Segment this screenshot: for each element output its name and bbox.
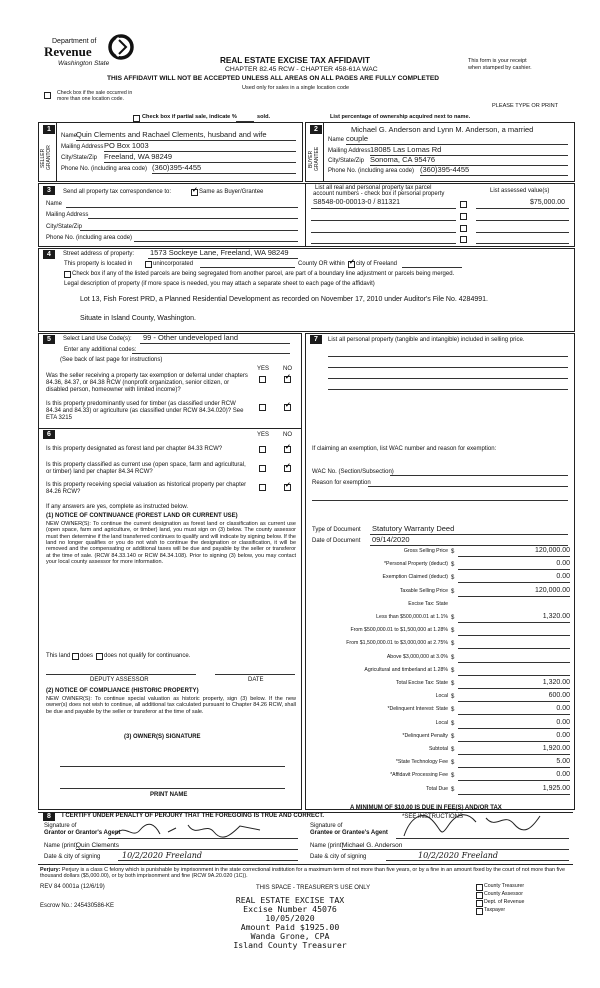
calc-row-value[interactable]: 1,925.00: [542, 784, 570, 792]
section-8-badge: 8: [43, 812, 55, 821]
dor-logo-icon: [108, 34, 134, 60]
section-7-badge: 7: [310, 335, 322, 344]
section-3-badge: 3: [43, 186, 55, 195]
section-2-badge: 2: [310, 125, 322, 134]
notice1-title: (1) NOTICE OF CONTINUANCE (FOREST LAND OR CURRENT USE): [46, 513, 238, 519]
calc-row-value[interactable]: 0.00: [556, 560, 570, 568]
section-4-badge: 4: [43, 250, 55, 259]
s5-q1-no[interactable]: [284, 376, 291, 383]
multi-location-label-1: Check box if the sale occurred in: [57, 90, 133, 96]
s5-yes-head: YES: [257, 366, 270, 372]
grantor-sig-label-2: Grantor or Grantor's Agent: [44, 830, 121, 836]
seller-side-label: SELLER GRANTOR: [40, 145, 52, 171]
calc-row-label: Local: [435, 693, 448, 700]
parcel-head-2: account numbers - check box if personal property: [313, 191, 445, 197]
does-not-label: does not qualify for continuance.: [104, 653, 191, 659]
calc-row-label: Total Due: [426, 785, 448, 792]
reason-label: Reason for exemption: [312, 480, 371, 486]
calc-row-currency: $: [451, 681, 455, 687]
grantee-date-city[interactable]: 10/2/2020 Freeland: [418, 851, 499, 860]
sold-label: sold.: [257, 114, 271, 120]
calc-row-label: Taxable Selling Price: [399, 587, 448, 594]
grantor-date-label: Date & city of signing: [44, 854, 101, 860]
grantor-sig-label-1: Signature of: [44, 823, 77, 829]
if-yes-note: If any answers are yes, complete as instructed below.: [46, 504, 189, 510]
calc-row-label: From $500,000.01 to $1,500,000 at 1.28%: [350, 627, 448, 634]
send-label: Send all property tax correspondence to:: [63, 189, 172, 195]
calc-row-currency: $: [451, 733, 455, 740]
street-label: Street address of property:: [63, 251, 135, 257]
receipt-note-1: This form is your receipt: [468, 58, 527, 64]
copy-dor: Dept. of Revenue: [484, 899, 525, 905]
s3-phone-label: Phone No. (including area code): [46, 235, 133, 241]
s6-q2: Is this property classified as current use (open space, farm and agricultural, or timber) land per chapter 84.34 RCW?: [46, 462, 246, 475]
stamp-line-1: REAL ESTATE EXCISE TAX: [235, 895, 345, 905]
treasurer-use: THIS SPACE - TREASURER'S USE ONLY: [256, 885, 371, 891]
calc-row-label: *Personal Property (deduct): [383, 561, 448, 568]
notice2-body: NEW OWNER(S): To continue special valuation as historic property, sign (3) below. If the new owner(s) does not wish to continue, all additional tax calculated pursuant to Chapter 84.26 RCW, shall be due and payable by the seller or transferor at the time of sale.: [46, 696, 296, 715]
buyer-mail-label: Mailing Address: [328, 148, 371, 154]
s6-yes-head: YES: [257, 432, 270, 438]
perjury-text: Perjury is a class C felony which is punishable by imprisonment in the state correctional institution for a maximum term of not more than five years, or by a fine in an amount fixed by the court of not more than five thousand dollars ($5,000.00), or by both imprisonment and fine (RCW 9A.20.020 (1C)).: [40, 867, 565, 880]
calc-row-label: Gross Selling Price: [403, 548, 448, 554]
calc-row-currency: $: [451, 654, 455, 661]
s6-q2-yes[interactable]: [259, 465, 266, 472]
calc-row-label: *State Technology Fee: [395, 759, 448, 766]
copy-taxpayer: Taxpayer: [484, 907, 506, 913]
exemption-claim-label: If claiming an exemption, list WAC number and reason for exemption:: [312, 446, 497, 452]
grantee-signature[interactable]: [400, 808, 560, 842]
deputy-date-label: DATE: [248, 677, 264, 683]
calc-row-currency: $: [451, 562, 455, 569]
parcel-head-1: List all real and personal property tax parcel: [315, 185, 432, 191]
form-warning: THIS AFFIDAVIT WILL NOT BE ACCEPTED UNLESS ALL AREAS ON ALL PAGES ARE FULLY COMPLETED: [107, 75, 440, 82]
s6-q3-no[interactable]: [284, 484, 291, 491]
notice2-title: (2) NOTICE OF COMPLIANCE (HISTORIC PROPERTY): [46, 688, 199, 694]
county-or-label: County OR within: [298, 261, 345, 267]
grantor-date-city[interactable]: 10/2/2020 Freeland: [122, 851, 203, 860]
buyer-side-label: BUYER GRANTEE: [308, 146, 320, 172]
does-checkbox[interactable]: [72, 653, 79, 660]
copy-treasurer: County Treasurer: [484, 883, 525, 889]
s6-q3-yes[interactable]: [259, 484, 266, 491]
same-as-buyer-checkbox[interactable]: [191, 189, 198, 196]
calc-row-label: Above $3,000,000 at 3.0%: [386, 653, 448, 660]
calc-row-value[interactable]: 0.00: [556, 705, 570, 713]
calc-row-value[interactable]: 120,000.00: [534, 547, 570, 554]
owner-signature-label: (3) OWNER(S) SIGNATURE: [124, 734, 201, 740]
s3-name-label: Name: [46, 201, 63, 207]
calc-row-value[interactable]: 120,000.00: [534, 586, 570, 594]
calc-row-currency: $: [451, 628, 455, 635]
parcel-number[interactable]: S8548-00-00013-0 / 811321: [313, 199, 401, 206]
ownership-pct-label: List percentage of ownership acquired next to name.: [330, 114, 471, 120]
calc-row-label: *Affidavit Processing Fee: [390, 772, 448, 779]
doc-date[interactable]: 09/14/2020: [372, 535, 410, 544]
form-subtitle: CHAPTER 82.45 RCW - CHAPTER 458-61A WAC: [225, 66, 378, 73]
form-title: REAL ESTATE EXCISE TAX AFFIDAVIT: [220, 56, 370, 65]
logo-dept: Department of: [52, 38, 97, 45]
calc-row-label: Exemption Claimed (deduct): [382, 574, 448, 581]
segregated-checkbox[interactable]: [64, 271, 71, 278]
calc-row-label: Subtotal: [428, 746, 448, 752]
buyer-name-line2[interactable]: couple: [346, 134, 369, 143]
see-back-note: (See back of last page for instructions): [60, 357, 163, 363]
calc-row-currency: $: [451, 760, 455, 767]
legal-line-1[interactable]: Lot 13, Fish Forest PRD, a Planned Residential Development as recorded on November 17, 2010 under Auditor's File No. 4284991.: [80, 296, 488, 303]
logo-revenue: Revenue: [44, 44, 92, 59]
print-name-label: PRINT NAME: [150, 792, 188, 798]
multi-location-checkbox[interactable]: [44, 92, 51, 99]
wac-label: WAC No. (Section/Subsection): [312, 469, 394, 475]
located-label: This property is located in: [64, 261, 133, 267]
certify-statement: I CERTIFY UNDER PENALTY OF PERJURY THAT THE FOREGOING IS TRUE AND CORRECT.: [62, 813, 325, 819]
grantee-sig-label-2: Grantee or Grantee's Agent: [310, 830, 388, 836]
segregated-label: Check box if any of the listed parcels are being segregated from another parcel, are part of a boundary line adjustment or parcels being merged.: [72, 271, 455, 277]
calc-row-value[interactable]: 1,320.00: [542, 613, 570, 620]
calc-row-label: Less than $500,000.01 at 1.1%: [376, 614, 448, 620]
calc-row-label: *Delinquent Penalty: [402, 732, 448, 739]
s6-q1: Is this property designated as forest land per chapter 84.33 RCW?: [46, 446, 223, 452]
grantee-name-label: Name (print): [310, 843, 344, 849]
calc-row-label: *Delinquent Interest: State: [387, 706, 448, 713]
same-as-buyer-label: Same as Buyer/Grantee: [199, 189, 264, 195]
treasurer-stamp: [200, 896, 380, 950]
doc-type[interactable]: Statutory Warranty Deed: [372, 524, 455, 533]
grantee-name[interactable]: Michael G. Anderson: [342, 842, 403, 849]
s6-q2-no[interactable]: [284, 465, 291, 472]
buyer-name-label: Name: [328, 137, 345, 143]
s5-no-head: NO: [283, 366, 292, 372]
section-5-badge: 5: [43, 335, 55, 344]
seller-name[interactable]: Quin Clements and Rachael Clements, husband and wife: [76, 130, 267, 139]
partial-sale-checkbox[interactable]: [133, 115, 140, 122]
s5-q1: Was the seller receiving a property tax exemption or deferral under chapters 84.36, 84.37, or 84.38 RCW (nonprofit organization, senior citizen, or disabled person, homeowner with limited income)?: [46, 373, 248, 393]
land-use-code[interactable]: 99 - Other undeveloped land: [143, 333, 239, 342]
grantee-date-label: Date & city of signing: [310, 854, 367, 860]
buyer-phone-label: Phone No. (including area code): [328, 168, 415, 174]
city-label: city of Freeland: [356, 261, 398, 267]
legal-label: Legal description of property (if more space is needed, you may attach a separate sheet to each page of the affidavit): [64, 281, 375, 287]
s5-q2-yes[interactable]: [259, 404, 266, 411]
multi-location-label-2: more than one location code.: [57, 96, 124, 102]
calc-row-label: Excise Tax: State: [408, 600, 448, 607]
calc-row-label: Total Excise Tax: State: [395, 680, 448, 686]
s6-q1-yes[interactable]: [259, 446, 266, 453]
seller-phone[interactable]: (360)395-4455: [152, 163, 202, 172]
stamp-line-3: 10/05/2020: [265, 913, 315, 924]
buyer-city-label: City/State/Zip: [328, 158, 365, 164]
grantee-sig-label-1: Signature of: [310, 823, 343, 829]
buyer-name-line1[interactable]: Michael G. Anderson and Lynn M. Anderson, a married: [351, 125, 534, 134]
calc-row-label: Agricultural and timberland at 1.28%: [364, 666, 448, 673]
calc-row-value[interactable]: 0.00: [556, 731, 570, 739]
perjury-statement: [40, 867, 572, 879]
notice1-body: NEW OWNER(S): To continue the current designation as forest land or classification as current use (open space, farm and agriculture, or timber) land, you must sign on (3) below. The county assessor must then determine if the land transferred continues to qualify and will indicate by signing below. If the land no longer qualifies or you do not wish to continue the designation or classification, it will be removed and the compensating or additional taxes will be due and payable by the seller or transferor at the time of sale. (RCW 84.33.140 or RCW 84.34.108). Prior to signing (3) below, you may contact your local county assessor for more information.: [46, 521, 296, 565]
calc-row-currency: $: [451, 720, 455, 727]
perjury-label: Perjury:: [40, 867, 61, 873]
stamp-line-6: Island County Treasurer: [233, 940, 347, 951]
copy-taxpayer-checkbox[interactable]: [476, 908, 483, 915]
personal-property-label: List all personal property (tangible and intangible) included in selling price.: [328, 337, 525, 343]
street-address[interactable]: 1573 Sockeye Lane, Freeland, WA 98249: [150, 248, 289, 257]
receipt-note-2: when stamped by cashier.: [468, 65, 532, 71]
see-instructions: *SEE INSTRUCTIONS: [402, 814, 464, 820]
calc-row-currency: $: [451, 667, 455, 674]
calc-row-currency: $: [451, 615, 455, 621]
buyer-phone[interactable]: (360)395-4455: [420, 165, 470, 174]
calc-row-currency: $: [451, 773, 455, 780]
calc-row-label: Local: [435, 719, 448, 726]
personal-property-checkbox-2[interactable]: [460, 213, 467, 220]
personal-property-checkbox-1[interactable]: [460, 201, 467, 208]
s5-q2: Is this property predominantly used for timber (as classified under RCW 84.34 and 84.33) or agriculture (as classified under RCW 84.34.020)? See ETA 3215: [46, 401, 244, 421]
calc-row-currency: $: [451, 786, 455, 793]
assessed-value[interactable]: $75,000.00: [530, 199, 566, 206]
copy-dor-checkbox[interactable]: [476, 900, 483, 907]
deputy-assessor-label: DEPUTY ASSESSOR: [90, 677, 149, 683]
seller-mail-label: Mailing Address: [61, 144, 104, 150]
additional-codes-label: Enter any additional codes:: [64, 347, 137, 353]
does-not-checkbox[interactable]: [96, 653, 103, 660]
calc-row-currency: $: [451, 575, 455, 582]
s6-no-head: NO: [283, 432, 292, 438]
seller-city-label: City/State/Zip: [61, 155, 98, 161]
assessed-head: List assessed value(s): [490, 188, 550, 194]
calc-row-currency: $: [451, 747, 455, 753]
does-label: does: [80, 653, 94, 659]
seller-name-label: Name: [61, 133, 78, 139]
doc-date-label: Date of Document: [312, 538, 361, 544]
stamp-line-4: Amount Paid $1925.00: [240, 922, 340, 933]
escrow-number: Escrow No.: 245430586-KE: [40, 903, 115, 909]
partial-sale-label: Check box if partial sale, indicate %: [142, 114, 237, 120]
calc-row-currency: $: [451, 588, 455, 595]
calc-row-currency: $: [451, 549, 455, 555]
seller-phone-label: Phone No. (including area code): [61, 166, 148, 172]
logo-state: Washington State: [58, 60, 110, 67]
personal-property-checkbox-3[interactable]: [460, 225, 467, 232]
calc-row-currency: $: [451, 707, 455, 714]
stamp-line-5: Wanda Grone, CPA: [250, 931, 330, 942]
seller-city[interactable]: Freeland, WA 98249: [104, 152, 173, 161]
calc-row-value[interactable]: 1,920.00: [542, 745, 570, 752]
calc-row-currency: $: [451, 641, 455, 648]
calc-row-value[interactable]: 0.00: [556, 573, 570, 581]
grantor-name[interactable]: Quin Clements: [76, 842, 119, 849]
doc-type-label: Type of Document: [312, 527, 361, 533]
unincorporated-label: unincorporated: [153, 261, 194, 267]
single-use-note: Used only for sales in a single location code: [242, 85, 350, 91]
calc-row-value[interactable]: 1,320.00: [542, 679, 570, 686]
city-checkbox[interactable]: [348, 261, 355, 268]
s3-city-label: City/State/Zip: [46, 224, 83, 230]
copy-assessor: County Assessor: [484, 891, 523, 897]
copy-treasurer-checkbox[interactable]: [476, 884, 483, 891]
s6-q3: Is this property receiving special valuation as historical property per chapter 84.26 RCW?: [46, 482, 247, 495]
buyer-mail[interactable]: 18085 Las Lomas Rd: [370, 145, 442, 154]
unincorporated-checkbox[interactable]: [145, 261, 152, 268]
calc-row-value[interactable]: 600.00: [548, 692, 570, 700]
calc-row-value[interactable]: 0.00: [556, 718, 570, 726]
seller-mail[interactable]: PO Box 1003: [104, 141, 149, 150]
rev-number: REV 84 0001a (12/6/19): [40, 884, 105, 890]
section-1-badge: 1: [43, 125, 55, 134]
stamp-line-2: Excise Number 45076: [243, 904, 337, 915]
s3-mail-label: Mailing Address: [46, 212, 89, 218]
minimum-note: A MINIMUM OF $10.00 IS DUE IN FEE(S) AND/OR TAX: [350, 805, 502, 811]
personal-property-checkbox-4[interactable]: [460, 236, 467, 243]
s5-q1-yes[interactable]: [259, 376, 266, 383]
land-use-label: Select Land Use Code(s):: [63, 336, 132, 342]
calc-row-value[interactable]: 5.00: [556, 758, 570, 766]
s6-q1-no[interactable]: [284, 446, 291, 453]
grantor-name-label: Name (print): [44, 843, 78, 849]
calc-row-value[interactable]: 0.00: [556, 771, 570, 779]
copy-assessor-checkbox[interactable]: [476, 892, 483, 899]
buyer-city[interactable]: Sonoma, CA 95476: [370, 155, 436, 164]
calc-row-label: From $1,500,000.01 to $3,000,000 at 2.75%: [346, 640, 448, 647]
legal-line-2[interactable]: Situate in Island County, Washington.: [80, 315, 196, 322]
qualify-label: This land: [46, 653, 71, 659]
section-6-badge: 6: [43, 430, 55, 439]
calc-row-currency: $: [451, 694, 455, 701]
s5-q2-no[interactable]: [284, 404, 291, 411]
print-note: PLEASE TYPE OR PRINT: [492, 103, 559, 109]
